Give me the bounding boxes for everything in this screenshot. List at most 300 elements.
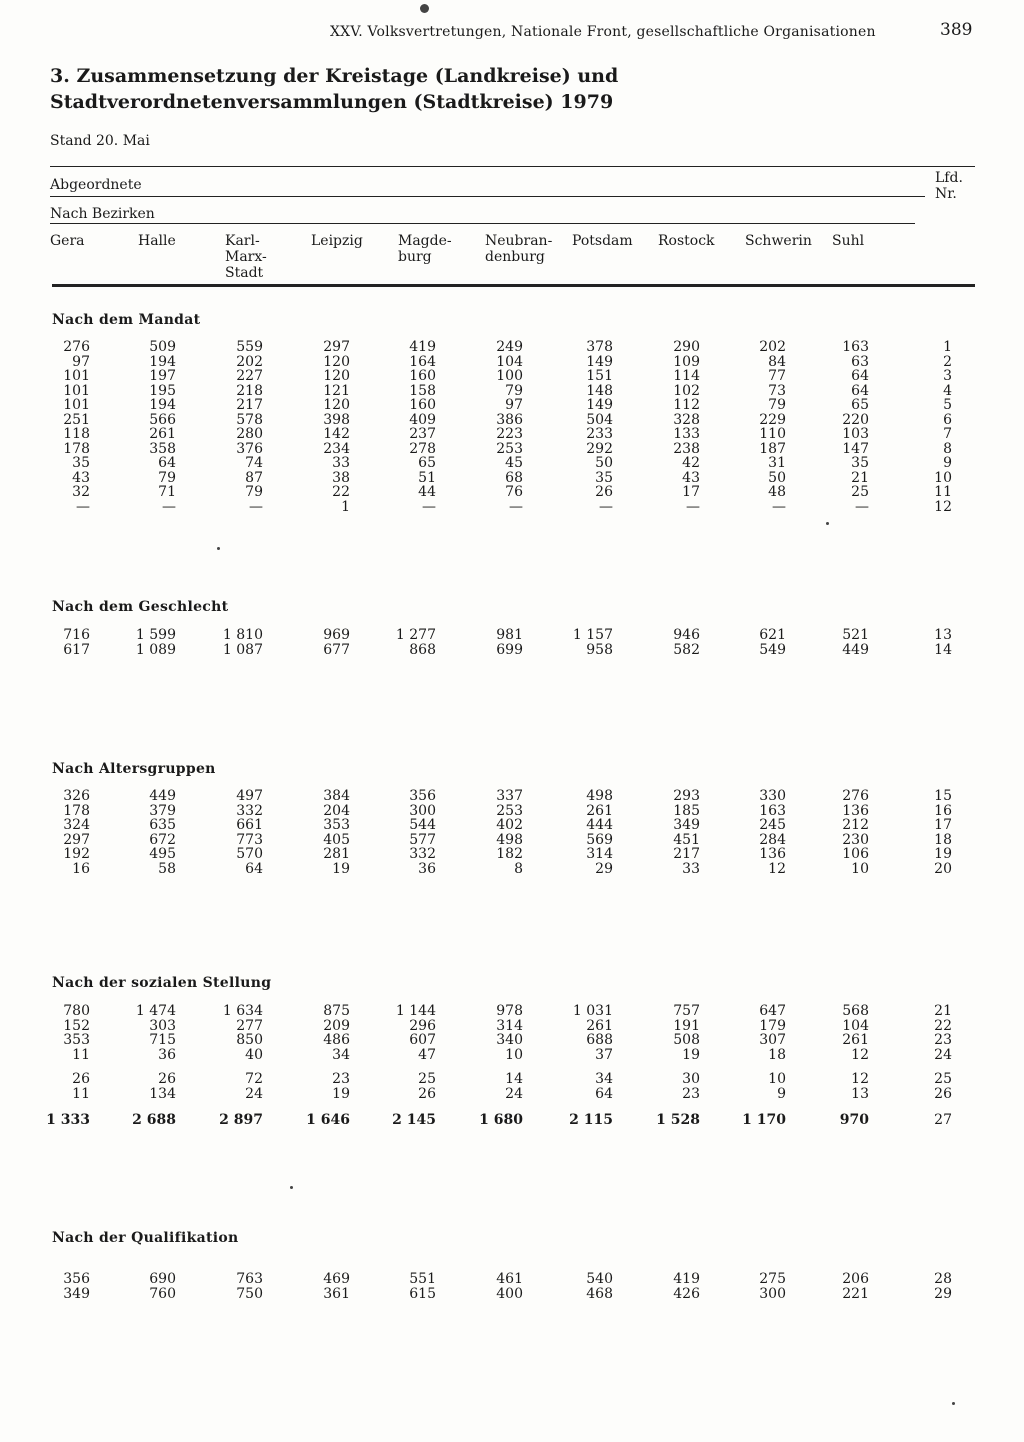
- table-cell: 328: [673, 412, 700, 428]
- table-cell: 661: [236, 817, 263, 833]
- table-cell: 261: [586, 803, 613, 819]
- table-cell: 716: [63, 627, 90, 643]
- table-cell: 8: [514, 861, 523, 877]
- table-cell: 281: [323, 846, 350, 862]
- table-cell: 217: [236, 397, 263, 413]
- table-cell: —: [422, 499, 436, 515]
- table-cell: 276: [63, 339, 90, 355]
- table-cell: 300: [409, 803, 436, 819]
- table-cell: 307: [759, 1032, 786, 1048]
- title-line-1: 3. Zusammensetzung der Kreistage (Landkreise) und: [50, 65, 619, 87]
- table-cell: 356: [63, 1271, 90, 1287]
- table-cell: 253: [496, 441, 523, 457]
- table-cell: 35: [72, 455, 90, 471]
- table-cell: 106: [842, 846, 869, 862]
- table-cell: 43: [72, 470, 90, 486]
- table-cell: 715: [149, 1032, 176, 1048]
- table-cell: 79: [505, 383, 523, 399]
- table-cell: 29: [595, 861, 613, 877]
- table-cell: 969: [323, 627, 350, 643]
- table-cell: 197: [149, 368, 176, 384]
- table-cell: 160: [409, 368, 436, 384]
- column-header-line: Neubran-: [485, 233, 553, 249]
- table-cell: 9: [777, 1086, 786, 1102]
- row-number: 13: [934, 627, 952, 643]
- table-cell: 1 634: [222, 1003, 263, 1019]
- table-cell: 50: [768, 470, 786, 486]
- table-cell: 277: [236, 1018, 263, 1034]
- table-cell: 152: [63, 1018, 90, 1034]
- table-cell: 148: [586, 383, 613, 399]
- table-cell: 386: [496, 412, 523, 428]
- table-cell: 136: [842, 803, 869, 819]
- table-cell: 185: [673, 803, 700, 819]
- table-cell: 549: [759, 642, 786, 658]
- table-cell: 1 277: [395, 627, 436, 643]
- table-cell: 324: [63, 817, 90, 833]
- table-cell: 163: [759, 803, 786, 819]
- table-cell: 22: [332, 484, 350, 500]
- scan-speck: [420, 4, 429, 13]
- table-cell: 163: [842, 339, 869, 355]
- table-cell: 50: [595, 455, 613, 471]
- table-cell: 109: [673, 354, 700, 370]
- table-cell: 10: [505, 1047, 523, 1063]
- table-cell: 750: [236, 1286, 263, 1302]
- table-cell: 509: [149, 339, 176, 355]
- table-cell: 508: [673, 1032, 700, 1048]
- table-cell: 688: [586, 1032, 613, 1048]
- table-cell: 970: [839, 1112, 869, 1128]
- table-cell: 498: [496, 832, 523, 848]
- table-cell: 1 089: [135, 642, 176, 658]
- column-header-1: [50, 233, 85, 249]
- table-cell: 340: [496, 1032, 523, 1048]
- table-cell: 12: [851, 1047, 869, 1063]
- table-cell: 234: [323, 441, 350, 457]
- table-cell: 237: [409, 426, 436, 442]
- table-cell: 209: [323, 1018, 350, 1034]
- row-number: 9: [943, 455, 952, 471]
- table-cell: 63: [851, 354, 869, 370]
- table-cell: 449: [149, 788, 176, 804]
- table-top-rule: [50, 166, 975, 167]
- table-cell: 353: [323, 817, 350, 833]
- table-cell: 504: [586, 412, 613, 428]
- section-title: Nach der sozialen Stellung: [52, 975, 272, 991]
- header-rule-2: [50, 223, 915, 224]
- table-cell: 202: [236, 354, 263, 370]
- table-cell: 142: [323, 426, 350, 442]
- table-cell: 400: [496, 1286, 523, 1302]
- table-cell: 164: [409, 354, 436, 370]
- table-cell: 17: [682, 484, 700, 500]
- table-cell: 187: [759, 441, 786, 457]
- table-cell: 149: [586, 354, 613, 370]
- table-cell: 690: [149, 1271, 176, 1287]
- table-cell: —: [162, 499, 176, 515]
- column-header-line: Stadt: [225, 265, 264, 281]
- table-cell: —: [76, 499, 90, 515]
- table-cell: 120: [323, 397, 350, 413]
- column-header-7: [572, 233, 633, 249]
- table-cell: 326: [63, 788, 90, 804]
- table-cell: 978: [496, 1003, 523, 1019]
- table-cell: 19: [332, 1086, 350, 1102]
- table-cell: 297: [323, 339, 350, 355]
- table-cell: 194: [149, 397, 176, 413]
- table-cell: 699: [496, 642, 523, 658]
- table-cell: 35: [595, 470, 613, 486]
- header-nr-label: Nr.: [935, 186, 957, 202]
- row-number: 1: [943, 339, 952, 355]
- table-cell: 2 145: [392, 1112, 436, 1128]
- table-cell: —: [855, 499, 869, 515]
- header-abgeordnete: Abgeordnete: [50, 177, 142, 193]
- table-cell: 87: [245, 470, 263, 486]
- table-cell: 405: [323, 832, 350, 848]
- row-number: 28: [934, 1271, 952, 1287]
- table-cell: 221: [842, 1286, 869, 1302]
- table-cell: 118: [63, 426, 90, 442]
- table-cell: 84: [768, 354, 786, 370]
- column-header-2: [138, 233, 176, 249]
- table-cell: 217: [673, 846, 700, 862]
- row-number: 22: [934, 1018, 952, 1034]
- column-header-6: [485, 233, 552, 265]
- table-cell: 202: [759, 339, 786, 355]
- table-cell: 278: [409, 441, 436, 457]
- table-cell: 607: [409, 1032, 436, 1048]
- table-cell: 1 528: [656, 1112, 700, 1128]
- table-cell: 25: [418, 1071, 436, 1087]
- table-cell: 104: [496, 354, 523, 370]
- table-cell: 158: [409, 383, 436, 399]
- column-header-line: burg: [398, 249, 432, 265]
- table-cell: 34: [332, 1047, 350, 1063]
- table-cell: 300: [759, 1286, 786, 1302]
- table-cell: 249: [496, 339, 523, 355]
- table-cell: 112: [673, 397, 700, 413]
- table-cell: 378: [586, 339, 613, 355]
- table-cell: 297: [63, 832, 90, 848]
- row-number: 14: [934, 642, 952, 658]
- table-cell: 12: [768, 861, 786, 877]
- column-header-line: Schwerin: [745, 233, 812, 249]
- column-header-3: [225, 233, 267, 281]
- table-cell: 16: [72, 861, 90, 877]
- table-cell: 133: [673, 426, 700, 442]
- table-cell: 1 599: [135, 627, 176, 643]
- column-header-line: Magde-: [398, 233, 452, 249]
- table-cell: 34: [595, 1071, 613, 1087]
- page-number: 389: [940, 20, 973, 40]
- table-cell: 51: [418, 470, 436, 486]
- table-cell: 26: [595, 484, 613, 500]
- scan-speck: [290, 1186, 293, 1189]
- table-cell: 97: [505, 397, 523, 413]
- table-cell: 220: [842, 412, 869, 428]
- table-cell: 1 087: [222, 642, 263, 658]
- table-cell: 402: [496, 817, 523, 833]
- table-cell: 43: [682, 470, 700, 486]
- table-cell: 332: [409, 846, 436, 862]
- table-cell: 192: [63, 846, 90, 862]
- table-cell: 18: [768, 1047, 786, 1063]
- table-cell: 195: [149, 383, 176, 399]
- table-cell: 647: [759, 1003, 786, 1019]
- table-cell: 48: [768, 484, 786, 500]
- table-cell: 179: [759, 1018, 786, 1034]
- table-row: [0, 643, 1024, 658]
- table-cell: 379: [149, 803, 176, 819]
- table-cell: 13: [851, 1086, 869, 1102]
- row-number: 5: [943, 397, 952, 413]
- table-cell: 23: [332, 1071, 350, 1087]
- table-cell: 194: [149, 354, 176, 370]
- table-cell: 151: [586, 368, 613, 384]
- scan-speck: [952, 1402, 955, 1405]
- table-cell: 621: [759, 627, 786, 643]
- stand-date: Stand 20. Mai: [50, 133, 150, 149]
- table-cell: 617: [63, 642, 90, 658]
- table-cell: 37: [595, 1047, 613, 1063]
- table-cell: 36: [418, 861, 436, 877]
- row-number: 19: [934, 846, 952, 862]
- scan-speck: [826, 522, 829, 525]
- table-cell: 206: [842, 1271, 869, 1287]
- column-header-line: Marx-: [225, 249, 267, 265]
- table-cell: 74: [245, 455, 263, 471]
- table-cell: 103: [842, 426, 869, 442]
- table-cell: 160: [409, 397, 436, 413]
- table-cell: 290: [673, 339, 700, 355]
- table-cell: 780: [63, 1003, 90, 1019]
- table-row: [0, 1004, 1024, 1019]
- table-cell: 101: [63, 368, 90, 384]
- table-cell: 461: [496, 1271, 523, 1287]
- table-cell: 25: [851, 484, 869, 500]
- table-cell: 104: [842, 1018, 869, 1034]
- table-cell: 376: [236, 441, 263, 457]
- table-cell: 314: [586, 846, 613, 862]
- table-cell: 672: [149, 832, 176, 848]
- table-row: [0, 818, 1024, 833]
- table-cell: 79: [245, 484, 263, 500]
- table-cell: —: [599, 499, 613, 515]
- table-cell: 760: [149, 1286, 176, 1302]
- table-cell: 149: [586, 397, 613, 413]
- table-cell: 32: [72, 484, 90, 500]
- table-cell: 559: [236, 339, 263, 355]
- table-cell: 64: [851, 383, 869, 399]
- table-cell: 121: [323, 383, 350, 399]
- table-cell: 31: [768, 455, 786, 471]
- table-cell: 349: [673, 817, 700, 833]
- table-cell: 251: [63, 412, 90, 428]
- table-cell: 24: [505, 1086, 523, 1102]
- column-header-9: [745, 233, 812, 249]
- table-cell: 582: [673, 642, 700, 658]
- table-cell: 36: [158, 1047, 176, 1063]
- column-header-line: Gera: [50, 233, 85, 249]
- table-cell: 64: [245, 861, 263, 877]
- table-cell: 261: [586, 1018, 613, 1034]
- table-cell: 134: [149, 1086, 176, 1102]
- table-cell: 850: [236, 1032, 263, 1048]
- row-number: 21: [934, 1003, 952, 1019]
- table-cell: 100: [496, 368, 523, 384]
- row-number: 29: [934, 1286, 952, 1302]
- table-row: [0, 1033, 1024, 1048]
- row-number: 6: [943, 412, 952, 428]
- table-cell: 615: [409, 1286, 436, 1302]
- table-cell: 540: [586, 1271, 613, 1287]
- table-cell: 233: [586, 426, 613, 442]
- table-cell: 2 897: [219, 1112, 263, 1128]
- row-number: 2: [943, 354, 952, 370]
- table-cell: 230: [842, 832, 869, 848]
- header-rule-1: [50, 196, 925, 197]
- table-cell: 218: [236, 383, 263, 399]
- table-cell: 120: [323, 368, 350, 384]
- row-number: 15: [934, 788, 952, 804]
- table-cell: 33: [682, 861, 700, 877]
- table-cell: 353: [63, 1032, 90, 1048]
- table-row: [0, 340, 1024, 355]
- table-cell: 191: [673, 1018, 700, 1034]
- table-cell: 544: [409, 817, 436, 833]
- table-cell: 1 810: [222, 627, 263, 643]
- table-cell: 178: [63, 803, 90, 819]
- row-number: 7: [943, 426, 952, 442]
- table-cell: 577: [409, 832, 436, 848]
- header-bottom-rule: [52, 284, 975, 287]
- table-row: [0, 847, 1024, 862]
- table-cell: 451: [673, 832, 700, 848]
- table-cell: 292: [586, 441, 613, 457]
- table-cell: 10: [851, 861, 869, 877]
- column-header-10: [832, 233, 864, 249]
- table-row: [0, 1048, 1024, 1063]
- table-cell: 361: [323, 1286, 350, 1302]
- table-cell: 635: [149, 817, 176, 833]
- table-cell: 24: [245, 1086, 263, 1102]
- section-title: Nach dem Geschlecht: [52, 599, 229, 615]
- table-cell: 314: [496, 1018, 523, 1034]
- table-cell: 102: [673, 383, 700, 399]
- row-number: 16: [934, 803, 952, 819]
- table-row: [0, 485, 1024, 500]
- column-header-line: Potsdam: [572, 233, 633, 249]
- row-number: 27: [934, 1112, 952, 1128]
- table-row: [0, 1287, 1024, 1302]
- table-cell: 26: [158, 1071, 176, 1087]
- table-row: [0, 862, 1024, 877]
- table-cell: 332: [236, 803, 263, 819]
- table-cell: 284: [759, 832, 786, 848]
- table-cell: 349: [63, 1286, 90, 1302]
- table-cell: 136: [759, 846, 786, 862]
- row-number: 11: [934, 484, 952, 500]
- table-row: [0, 1087, 1024, 1102]
- table-cell: 1 170: [742, 1112, 786, 1128]
- table-cell: 981: [496, 627, 523, 643]
- table-cell: 868: [409, 642, 436, 658]
- table-cell: 26: [418, 1086, 436, 1102]
- table-cell: 409: [409, 412, 436, 428]
- table-cell: 114: [673, 368, 700, 384]
- table-row: [0, 1272, 1024, 1287]
- table-cell: 238: [673, 441, 700, 457]
- table-cell: 227: [236, 368, 263, 384]
- row-number: 8: [943, 441, 952, 457]
- table-cell: 946: [673, 627, 700, 643]
- table-cell: 677: [323, 642, 350, 658]
- table-cell: 275: [759, 1271, 786, 1287]
- table-cell: 178: [63, 441, 90, 457]
- table-cell: 19: [682, 1047, 700, 1063]
- table-cell: 65: [418, 455, 436, 471]
- table-cell: 1 474: [135, 1003, 176, 1019]
- column-header-line: Karl-: [225, 233, 260, 249]
- row-number: 20: [934, 861, 952, 877]
- table-cell: 1 646: [306, 1112, 350, 1128]
- table-cell: 449: [842, 642, 869, 658]
- table-cell: 212: [842, 817, 869, 833]
- scan-speck: [217, 547, 220, 550]
- table-cell: 358: [149, 441, 176, 457]
- table-row: [0, 456, 1024, 471]
- table-cell: 384: [323, 788, 350, 804]
- table-cell: 223: [496, 426, 523, 442]
- table-cell: 101: [63, 397, 90, 413]
- column-header-4: [311, 233, 363, 249]
- table-row: [0, 1113, 1024, 1128]
- table-cell: 72: [245, 1071, 263, 1087]
- table-cell: 42: [682, 455, 700, 471]
- table-cell: 110: [759, 426, 786, 442]
- table-cell: 10: [768, 1071, 786, 1087]
- table-cell: 14: [505, 1071, 523, 1087]
- table-cell: 101: [63, 383, 90, 399]
- table-cell: 1 144: [395, 1003, 436, 1019]
- table-cell: 444: [586, 817, 613, 833]
- table-cell: 245: [759, 817, 786, 833]
- table-row: [0, 500, 1024, 515]
- table-cell: 182: [496, 846, 523, 862]
- table-cell: 468: [586, 1286, 613, 1302]
- table-cell: 45: [505, 455, 523, 471]
- table-cell: 569: [586, 832, 613, 848]
- table-cell: 19: [332, 861, 350, 877]
- table-cell: 330: [759, 788, 786, 804]
- table-cell: 419: [409, 339, 436, 355]
- table-cell: 303: [149, 1018, 176, 1034]
- column-header-line: Halle: [138, 233, 176, 249]
- row-number: 23: [934, 1032, 952, 1048]
- section-title: Nach dem Mandat: [52, 312, 201, 328]
- table-cell: 1 031: [572, 1003, 613, 1019]
- table-cell: 35: [851, 455, 869, 471]
- table-cell: 38: [332, 470, 350, 486]
- header-lfd-label: Lfd.: [935, 170, 963, 186]
- page-title: [50, 63, 670, 115]
- header-lfd-nr: [935, 170, 963, 202]
- table-cell: 58: [158, 861, 176, 877]
- table-cell: 79: [768, 397, 786, 413]
- column-header-line: Leipzig: [311, 233, 363, 249]
